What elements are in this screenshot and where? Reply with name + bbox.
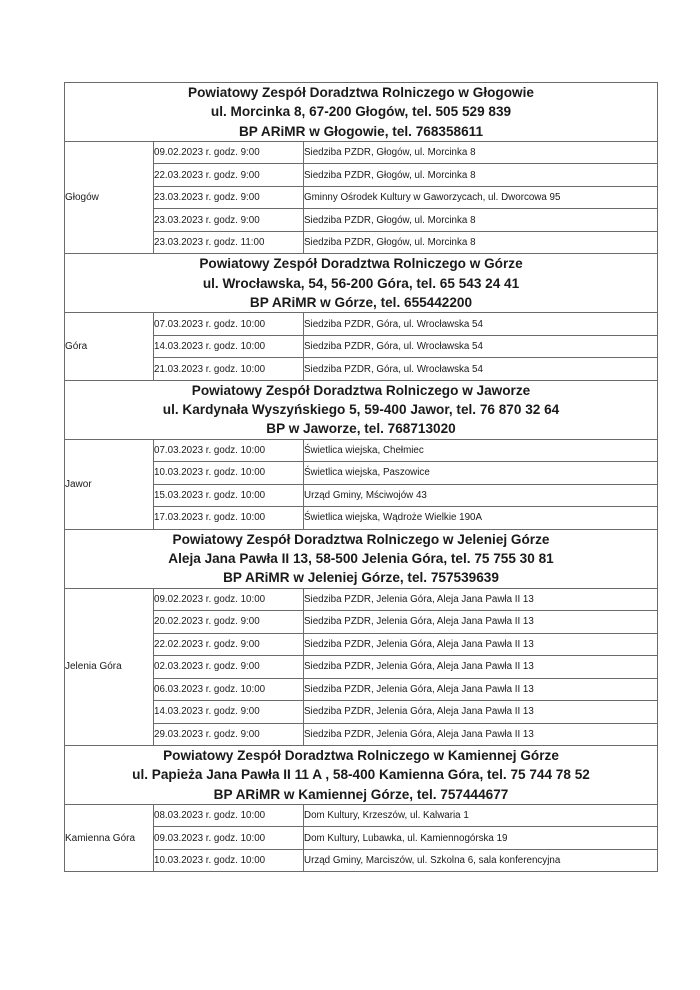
schedule-row <box>65 313 658 336</box>
meeting-date: 20.02.2023 r. godz. 9:00 <box>154 611 304 634</box>
schedule-row <box>65 209 658 232</box>
arimr-office: BP ARiMR w Jeleniej Górze, tel. 757539639 <box>223 570 499 586</box>
schedule-row <box>65 611 658 634</box>
meeting-date: 14.03.2023 r. godz. 10:00 <box>154 335 304 358</box>
meeting-location: Siedziba PZDR, Jelenia Góra, Aleja Jana Pawła II 13 <box>304 633 658 656</box>
meeting-location: Świetlica wiejska, Paszowice <box>304 462 658 485</box>
consultation-schedule-table <box>64 82 658 872</box>
meeting-date: 07.03.2023 r. godz. 10:00 <box>154 313 304 336</box>
meeting-location: Siedziba PZDR, Jelenia Góra, Aleja Jana Pawła II 13 <box>304 656 658 679</box>
meeting-location: Dom Kultury, Lubawka, ul. Kamiennogórska 19 <box>304 827 658 850</box>
district-name: Jawor <box>65 439 154 529</box>
office-header-row <box>65 380 658 439</box>
office-name: Powiatowy Zespół Doradztwa Rolniczego w Kamiennej Górze <box>163 748 559 764</box>
meeting-date: 29.03.2023 r. godz. 9:00 <box>154 723 304 746</box>
office-address: Aleja Jana Pawła II 13, 58-500 Jelenia Góra, tel. 75 755 30 81 <box>168 550 554 566</box>
office-address: ul. Wrocławska, 54, 56-200 Góra, tel. 65 543 24 41 <box>202 275 520 291</box>
meeting-date: 15.03.2023 r. godz. 10:00 <box>154 484 304 507</box>
schedule-row <box>65 633 658 656</box>
arimr-office: BP ARiMR w Górze, tel. 655442200 <box>249 294 473 310</box>
meeting-date: 23.03.2023 r. godz. 9:00 <box>154 186 304 209</box>
meeting-location: Siedziba PZDR, Góra, ul. Wrocławska 54 <box>304 313 658 336</box>
office-header-row <box>65 254 658 313</box>
meeting-date: 09.03.2023 r. godz. 10:00 <box>154 827 304 850</box>
meeting-date: 07.03.2023 r. godz. 10:00 <box>154 439 304 462</box>
schedule-row <box>65 723 658 746</box>
arimr-office: BP w Jaworze, tel. 768713020 <box>266 421 456 437</box>
schedule-row <box>65 231 658 254</box>
meeting-date: 10.03.2023 r. godz. 10:00 <box>154 849 304 872</box>
arimr-office: BP ARiMR w Głogowie, tel. 768358611 <box>238 123 484 139</box>
meeting-date: 17.03.2023 r. godz. 10:00 <box>154 507 304 530</box>
district-name: Głogów <box>65 141 154 254</box>
office-header <box>65 746 658 805</box>
schedule-row <box>65 678 658 701</box>
meeting-date: 22.03.2023 r. godz. 9:00 <box>154 164 304 187</box>
district-name: Jelenia Góra <box>65 588 154 746</box>
schedule-row <box>65 484 658 507</box>
schedule-row <box>65 462 658 485</box>
schedule-row <box>65 507 658 530</box>
meeting-location: Siedziba PZDR, Góra, ul. Wrocławska 54 <box>304 335 658 358</box>
office-name: Powiatowy Zespół Doradztwa Rolniczego w Jaworze <box>191 382 531 398</box>
office-header-row <box>65 746 658 805</box>
schedule-row <box>65 335 658 358</box>
office-name: Powiatowy Zespół Doradztwa Rolniczego w Głogowie <box>188 85 534 100</box>
meeting-location: Gminny Ośrodek Kultury w Gaworzycach, ul. Dworcowa 95 <box>304 186 658 209</box>
schedule-row <box>65 849 658 872</box>
meeting-location: Świetlica wiejska, Wądroże Wielkie 190A <box>304 507 658 530</box>
schedule-row <box>65 827 658 850</box>
meeting-date: 09.02.2023 r. godz. 9:00 <box>154 141 304 164</box>
meeting-location: Siedziba PZDR, Głogów, ul. Morcinka 8 <box>304 209 658 232</box>
meeting-location: Świetlica wiejska, Chełmiec <box>304 439 658 462</box>
meeting-location: Siedziba PZDR, Jelenia Góra, Aleja Jana Pawła II 13 <box>304 588 658 611</box>
meeting-location: Siedziba PZDR, Jelenia Góra, Aleja Jana Pawła II 13 <box>304 701 658 724</box>
schedule-row <box>65 141 658 164</box>
office-header-row <box>65 83 658 142</box>
meeting-location: Siedziba PZDR, Głogów, ul. Morcinka 8 <box>304 231 658 254</box>
schedule-row <box>65 804 658 827</box>
office-name: Powiatowy Zespół Doradztwa Rolniczego w Jeleniej Górze <box>172 531 550 547</box>
meeting-date: 23.03.2023 r. godz. 9:00 <box>154 209 304 232</box>
office-header <box>65 529 658 588</box>
meeting-location: Siedziba PZDR, Jelenia Góra, Aleja Jana Pawła II 13 <box>304 723 658 746</box>
meeting-location: Siedziba PZDR, Głogów, ul. Morcinka 8 <box>304 164 658 187</box>
meeting-location: Siedziba PZDR, Jelenia Góra, Aleja Jana Pawła II 13 <box>304 611 658 634</box>
office-header-row <box>65 529 658 588</box>
meeting-date: 09.02.2023 r. godz. 10:00 <box>154 588 304 611</box>
meeting-location: Siedziba PZDR, Głogów, ul. Morcinka 8 <box>304 141 658 164</box>
office-address: ul. Papieża Jana Pawła II 11 A , 58-400 Kamienna Góra, tel. 75 744 78 52 <box>132 767 590 783</box>
schedule-row <box>65 186 658 209</box>
district-name: Kamienna Góra <box>65 804 154 872</box>
schedule-row <box>65 656 658 679</box>
meeting-date: 10.03.2023 r. godz. 10:00 <box>154 462 304 485</box>
meeting-date: 22.02.2023 r. godz. 9:00 <box>154 633 304 656</box>
meeting-location: Siedziba PZDR, Jelenia Góra, Aleja Jana Pawła II 13 <box>304 678 658 701</box>
schedule-row <box>65 164 658 187</box>
office-name: Powiatowy Zespół Doradztwa Rolniczego w Górze <box>199 256 523 272</box>
arimr-office: BP ARiMR w Kamiennej Górze, tel. 757444677 <box>213 786 509 802</box>
schedule-row <box>65 701 658 724</box>
meeting-location: Urząd Gminy, Marciszów, ul. Szkolna 6, sala konferencyjna <box>304 849 658 872</box>
meeting-date: 02.03.2023 r. godz. 9:00 <box>154 656 304 679</box>
office-address: ul. Morcinka 8, 67-200 Głogów, tel. 505 529 839 <box>210 104 512 120</box>
meeting-location: Urząd Gminy, Mściwojów 43 <box>304 484 658 507</box>
district-name: Góra <box>65 313 154 381</box>
meeting-date: 08.03.2023 r. godz. 10:00 <box>154 804 304 827</box>
meeting-date: 06.03.2023 r. godz. 10:00 <box>154 678 304 701</box>
meeting-date: 14.03.2023 r. godz. 9:00 <box>154 701 304 724</box>
meeting-location: Dom Kultury, Krzeszów, ul. Kalwaria 1 <box>304 804 658 827</box>
schedule-row <box>65 588 658 611</box>
schedule-row <box>65 439 658 462</box>
office-header <box>65 83 658 142</box>
office-address: ul. Kardynała Wyszyńskiego 5, 59-400 Jawor, tel. 76 870 32 64 <box>162 402 560 418</box>
schedule-row <box>65 358 658 381</box>
office-header <box>65 254 658 313</box>
office-header <box>65 380 658 439</box>
meeting-location: Siedziba PZDR, Góra, ul. Wrocławska 54 <box>304 358 658 381</box>
meeting-date: 21.03.2023 r. godz. 10:00 <box>154 358 304 381</box>
meeting-date: 23.03.2023 r. godz. 11:00 <box>154 231 304 254</box>
